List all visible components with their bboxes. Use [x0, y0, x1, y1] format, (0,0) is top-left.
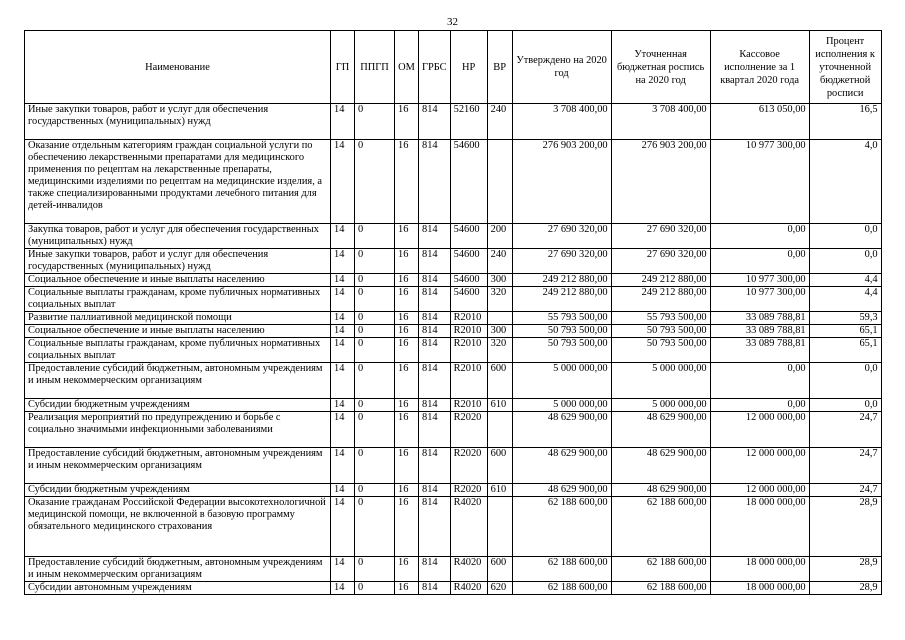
cell-name: Иные закупки товаров, работ и услуг для обеспечения государственных (муниципальных) нужд [25, 249, 331, 274]
cell-om: 16 [395, 338, 419, 363]
cell-ppgp: 0 [355, 363, 395, 399]
cell-name: Субсидии бюджетным учреждениям [25, 399, 331, 412]
cell-name: Социальные выплаты гражданам, кроме публичных нормативных социальных выплат [25, 338, 331, 363]
cell-ppgp: 0 [355, 399, 395, 412]
cell-cash: 33 089 788,81 [710, 312, 809, 325]
cell-refined: 27 690 320,00 [611, 249, 710, 274]
cell-om: 16 [395, 249, 419, 274]
cell-gp: 14 [331, 104, 355, 140]
cell-vr: 620 [487, 582, 512, 595]
cell-vr: 600 [487, 448, 512, 484]
header-approved: Утверждено на 2020 год [512, 31, 611, 104]
cell-percent: 28,9 [809, 497, 881, 557]
cell-name: Иные закупки товаров, работ и услуг для обеспечения государственных (муниципальных) нужд [25, 104, 331, 140]
cell-refined: 50 793 500,00 [611, 325, 710, 338]
cell-gp: 14 [331, 448, 355, 484]
cell-cash: 12 000 000,00 [710, 448, 809, 484]
cell-om: 16 [395, 582, 419, 595]
cell-name: Предоставление субсидий бюджетным, автономным учреждениям и иным некоммерческим организациям [25, 557, 331, 582]
cell-cash: 18 000 000,00 [710, 582, 809, 595]
cell-om: 16 [395, 325, 419, 338]
cell-ppgp: 0 [355, 104, 395, 140]
cell-approved: 50 793 500,00 [512, 338, 611, 363]
cell-percent: 24,7 [809, 484, 881, 497]
cell-ppgp: 0 [355, 448, 395, 484]
cell-name: Оказание гражданам Российской Федерации высокотехнологичной медицинской помощи, не включенной в базовую программу обязательного медицинского страхования [25, 497, 331, 557]
cell-om: 16 [395, 363, 419, 399]
cell-gp: 14 [331, 140, 355, 224]
cell-vr: 300 [487, 325, 512, 338]
cell-vr: 610 [487, 399, 512, 412]
cell-gp: 14 [331, 399, 355, 412]
cell-grbs: 814 [419, 484, 451, 497]
cell-vr: 240 [487, 104, 512, 140]
header-grbs: ГРБС [419, 31, 451, 104]
cell-grbs: 814 [419, 412, 451, 448]
cell-ppgp: 0 [355, 249, 395, 274]
cell-grbs: 814 [419, 140, 451, 224]
cell-name: Социальное обеспечение и иные выплаты населению [25, 325, 331, 338]
cell-name: Субсидии бюджетным учреждениям [25, 484, 331, 497]
cell-gp: 14 [331, 224, 355, 249]
cell-percent: 24,7 [809, 412, 881, 448]
table-row [25, 249, 882, 274]
cell-gp: 14 [331, 412, 355, 448]
cell-gp: 14 [331, 557, 355, 582]
cell-name: Предоставление субсидий бюджетным, автономным учреждениям и иным некоммерческим организациям [25, 363, 331, 399]
cell-vr: 200 [487, 224, 512, 249]
cell-percent: 0,0 [809, 224, 881, 249]
cell-om: 16 [395, 224, 419, 249]
cell-name: Субсидии автономным учреждениям [25, 582, 331, 595]
cell-np: R2010 [450, 363, 487, 399]
cell-vr: 240 [487, 249, 512, 274]
cell-ppgp: 0 [355, 484, 395, 497]
cell-ppgp: 0 [355, 412, 395, 448]
header-cash: Кассовое исполнение за 1 квартал 2020 года [710, 31, 809, 104]
cell-grbs: 814 [419, 338, 451, 363]
cell-vr [487, 412, 512, 448]
table-header [25, 31, 882, 104]
cell-vr: 600 [487, 363, 512, 399]
cell-np: R2020 [450, 448, 487, 484]
cell-cash: 33 089 788,81 [710, 325, 809, 338]
cell-np: 54600 [450, 249, 487, 274]
cell-name: Закупка товаров, работ и услуг для обеспечения государственных (муниципальных) нужд [25, 224, 331, 249]
budget-table [24, 30, 882, 595]
cell-percent: 28,9 [809, 582, 881, 595]
cell-percent: 65,1 [809, 338, 881, 363]
cell-name: Реализация мероприятий по предупреждению и борьбе с социально значимыми инфекционными заболеваниями [25, 412, 331, 448]
cell-grbs: 814 [419, 557, 451, 582]
cell-refined: 5 000 000,00 [611, 399, 710, 412]
cell-approved: 249 212 880,00 [512, 287, 611, 312]
cell-ppgp: 0 [355, 582, 395, 595]
cell-approved: 55 793 500,00 [512, 312, 611, 325]
cell-approved: 5 000 000,00 [512, 399, 611, 412]
cell-refined: 62 188 600,00 [611, 582, 710, 595]
header-name: Наименование [25, 31, 331, 104]
cell-refined: 48 629 900,00 [611, 448, 710, 484]
cell-gp: 14 [331, 484, 355, 497]
cell-vr [487, 497, 512, 557]
cell-name: Социальное обеспечение и иные выплаты населению [25, 274, 331, 287]
cell-cash: 613 050,00 [710, 104, 809, 140]
cell-cash: 0,00 [710, 249, 809, 274]
header-refined: Уточненная бюджетная роспись на 2020 год [611, 31, 710, 104]
cell-om: 16 [395, 484, 419, 497]
cell-ppgp: 0 [355, 312, 395, 325]
cell-cash: 0,00 [710, 224, 809, 249]
cell-percent: 0,0 [809, 363, 881, 399]
cell-refined: 48 629 900,00 [611, 484, 710, 497]
cell-refined: 62 188 600,00 [611, 497, 710, 557]
cell-percent: 4,4 [809, 274, 881, 287]
cell-cash: 10 977 300,00 [710, 274, 809, 287]
cell-grbs: 814 [419, 287, 451, 312]
cell-approved: 62 188 600,00 [512, 497, 611, 557]
cell-refined: 62 188 600,00 [611, 557, 710, 582]
cell-grbs: 814 [419, 274, 451, 287]
cell-percent: 16,5 [809, 104, 881, 140]
cell-name: Предоставление субсидий бюджетным, автономным учреждениям и иным некоммерческим организациям [25, 448, 331, 484]
cell-np: R4020 [450, 557, 487, 582]
table-row [25, 363, 882, 399]
cell-gp: 14 [331, 249, 355, 274]
table-row [25, 104, 882, 140]
cell-grbs: 814 [419, 399, 451, 412]
cell-ppgp: 0 [355, 140, 395, 224]
header-percent: Процент исполнения к уточненной бюджетной росписи [809, 31, 881, 104]
cell-cash: 18 000 000,00 [710, 557, 809, 582]
cell-refined: 55 793 500,00 [611, 312, 710, 325]
cell-grbs: 814 [419, 448, 451, 484]
cell-np: 54600 [450, 274, 487, 287]
cell-grbs: 814 [419, 497, 451, 557]
cell-refined: 249 212 880,00 [611, 287, 710, 312]
cell-approved: 276 903 200,00 [512, 140, 611, 224]
cell-approved: 48 629 900,00 [512, 448, 611, 484]
table-row [25, 412, 882, 448]
header-np: НР [450, 31, 487, 104]
cell-cash: 12 000 000,00 [710, 484, 809, 497]
cell-ppgp: 0 [355, 287, 395, 312]
cell-name: Развитие паллиативной медицинской помощи [25, 312, 331, 325]
cell-percent: 0,0 [809, 249, 881, 274]
table-row [25, 484, 882, 497]
cell-refined: 50 793 500,00 [611, 338, 710, 363]
cell-np: R2010 [450, 399, 487, 412]
cell-om: 16 [395, 312, 419, 325]
table-row [25, 497, 882, 557]
cell-gp: 14 [331, 497, 355, 557]
cell-cash: 10 977 300,00 [710, 140, 809, 224]
cell-grbs: 814 [419, 249, 451, 274]
cell-np: R2020 [450, 412, 487, 448]
cell-vr [487, 140, 512, 224]
table-row [25, 582, 882, 595]
cell-percent: 24,7 [809, 448, 881, 484]
table-row [25, 224, 882, 249]
cell-percent: 59,3 [809, 312, 881, 325]
table-row [25, 274, 882, 287]
cell-gp: 14 [331, 287, 355, 312]
cell-gp: 14 [331, 274, 355, 287]
cell-om: 16 [395, 140, 419, 224]
cell-refined: 249 212 880,00 [611, 274, 710, 287]
cell-ppgp: 0 [355, 224, 395, 249]
table-row [25, 287, 882, 312]
cell-grbs: 814 [419, 325, 451, 338]
cell-refined: 27 690 320,00 [611, 224, 710, 249]
table-row [25, 312, 882, 325]
cell-gp: 14 [331, 338, 355, 363]
header-gp: ГП [331, 31, 355, 104]
cell-np: 54600 [450, 140, 487, 224]
cell-np: 54600 [450, 287, 487, 312]
cell-np: R4020 [450, 582, 487, 595]
cell-om: 16 [395, 412, 419, 448]
cell-np: 54600 [450, 224, 487, 249]
cell-approved: 27 690 320,00 [512, 249, 611, 274]
cell-name: Оказание отдельным категориям граждан социальной услуги по обеспечению лекарственными препаратами для медицинского применения по рецептам на лекарственные препараты, медицинскими изделиями по рецептам на медицинские изделия, а также специализированными продуктами лечебного питания для детей-инвалидов [25, 140, 331, 224]
cell-om: 16 [395, 274, 419, 287]
cell-approved: 27 690 320,00 [512, 224, 611, 249]
cell-ppgp: 0 [355, 274, 395, 287]
cell-gp: 14 [331, 363, 355, 399]
cell-ppgp: 0 [355, 557, 395, 582]
cell-om: 16 [395, 287, 419, 312]
cell-om: 16 [395, 448, 419, 484]
cell-grbs: 814 [419, 312, 451, 325]
cell-np: R2020 [450, 484, 487, 497]
cell-om: 16 [395, 399, 419, 412]
cell-ppgp: 0 [355, 497, 395, 557]
cell-percent: 28,9 [809, 557, 881, 582]
cell-grbs: 814 [419, 363, 451, 399]
cell-refined: 276 903 200,00 [611, 140, 710, 224]
cell-gp: 14 [331, 312, 355, 325]
cell-grbs: 814 [419, 582, 451, 595]
cell-refined: 5 000 000,00 [611, 363, 710, 399]
table-row [25, 448, 882, 484]
cell-om: 16 [395, 557, 419, 582]
cell-np: R2010 [450, 325, 487, 338]
cell-grbs: 814 [419, 104, 451, 140]
table-row [25, 399, 882, 412]
cell-np: R4020 [450, 497, 487, 557]
page-number: 32 [447, 16, 458, 28]
table-row [25, 557, 882, 582]
cell-refined: 48 629 900,00 [611, 412, 710, 448]
cell-approved: 5 000 000,00 [512, 363, 611, 399]
cell-percent: 4,0 [809, 140, 881, 224]
cell-percent: 4,4 [809, 287, 881, 312]
cell-np: 52160 [450, 104, 487, 140]
cell-approved: 48 629 900,00 [512, 412, 611, 448]
header-om: ОМ [395, 31, 419, 104]
cell-cash: 18 000 000,00 [710, 497, 809, 557]
cell-cash: 10 977 300,00 [710, 287, 809, 312]
cell-vr: 320 [487, 287, 512, 312]
cell-om: 16 [395, 497, 419, 557]
cell-om: 16 [395, 104, 419, 140]
cell-percent: 0,0 [809, 399, 881, 412]
cell-grbs: 814 [419, 224, 451, 249]
cell-approved: 62 188 600,00 [512, 582, 611, 595]
cell-vr: 300 [487, 274, 512, 287]
cell-np: R2010 [450, 312, 487, 325]
table-row [25, 338, 882, 363]
cell-vr [487, 312, 512, 325]
cell-gp: 14 [331, 582, 355, 595]
cell-vr: 600 [487, 557, 512, 582]
cell-refined: 3 708 400,00 [611, 104, 710, 140]
cell-vr: 610 [487, 484, 512, 497]
cell-approved: 249 212 880,00 [512, 274, 611, 287]
cell-approved: 48 629 900,00 [512, 484, 611, 497]
cell-cash: 0,00 [710, 399, 809, 412]
cell-np: R2010 [450, 338, 487, 363]
cell-approved: 3 708 400,00 [512, 104, 611, 140]
table-row [25, 325, 882, 338]
table-body [25, 104, 882, 595]
cell-approved: 62 188 600,00 [512, 557, 611, 582]
cell-cash: 33 089 788,81 [710, 338, 809, 363]
cell-approved: 50 793 500,00 [512, 325, 611, 338]
cell-cash: 12 000 000,00 [710, 412, 809, 448]
table-row [25, 140, 882, 224]
cell-vr: 320 [487, 338, 512, 363]
header-vr: ВР [487, 31, 512, 104]
cell-percent: 65,1 [809, 325, 881, 338]
cell-name: Социальные выплаты гражданам, кроме публичных нормативных социальных выплат [25, 287, 331, 312]
header-ppgp: ППГП [355, 31, 395, 104]
cell-ppgp: 0 [355, 338, 395, 363]
cell-gp: 14 [331, 325, 355, 338]
cell-ppgp: 0 [355, 325, 395, 338]
cell-cash: 0,00 [710, 363, 809, 399]
